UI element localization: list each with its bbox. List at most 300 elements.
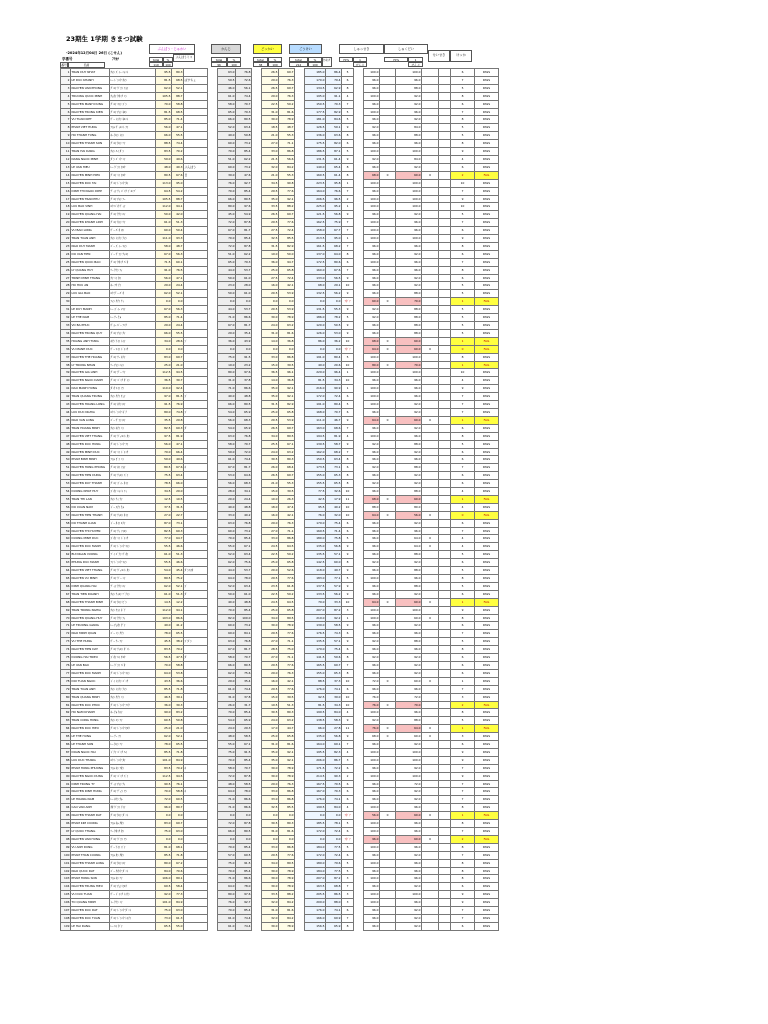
grammar-score: 29.0	[156, 322, 172, 330]
gap	[295, 290, 305, 298]
reading-score: 20.0	[262, 567, 279, 575]
reading-pct: 85.5	[279, 235, 295, 243]
reading-pct: 53.9	[279, 416, 295, 424]
gap	[295, 345, 305, 353]
rank: 7	[342, 100, 354, 108]
grammar-pct: 70.2	[172, 764, 184, 772]
total-pct: 87.1	[326, 148, 342, 156]
student-kana: ﾙｳ ｻﾞｰ ﾊﾞｵ	[110, 290, 156, 298]
kanji-pct: 35.4	[236, 329, 252, 337]
homework-check	[422, 741, 439, 749]
kanji-score: 36.0	[218, 337, 236, 345]
kanji-pct: 58.5	[236, 733, 252, 741]
homework-pct: 96.0	[396, 685, 422, 693]
gap	[354, 92, 364, 100]
rank: 6	[342, 464, 354, 472]
homework-check	[422, 843, 439, 851]
table-row	[61, 701, 499, 709]
total-pct: 81.9	[326, 432, 342, 440]
student-kana: ﾌｧﾑ ﾎﾝ ﾌｵﾝ	[110, 764, 156, 772]
gap	[295, 116, 305, 124]
total-pct: 86.5	[326, 891, 342, 899]
attendance-check: 0	[380, 511, 396, 519]
grade-count: 6	[451, 227, 475, 235]
result: PASS	[475, 235, 499, 243]
grammar-pct: 39.1	[172, 693, 184, 701]
gap	[208, 155, 218, 163]
kanji-score: 61.0	[218, 914, 236, 922]
gap	[354, 258, 364, 266]
kanji-score: 76.0	[218, 179, 236, 187]
student-name: LE THANH SON	[71, 741, 110, 749]
d-pct-header: %	[308, 57, 322, 62]
reading-pct: 59.2	[279, 590, 295, 598]
result: PASS	[475, 369, 499, 377]
gap	[252, 140, 262, 148]
table-row	[61, 756, 499, 764]
reading-pct: 86.8	[279, 796, 295, 804]
rank: 3	[342, 899, 354, 907]
total-pct: 95.2	[326, 203, 342, 211]
total-pct: 34.3	[326, 701, 342, 709]
grammar-pct: 49.6	[172, 155, 184, 163]
gap	[208, 646, 218, 654]
reading-score: 31.0	[262, 108, 279, 116]
homework-check	[422, 867, 439, 875]
d-max: 214	[289, 62, 308, 67]
row-number: 3	[61, 84, 71, 92]
attendance-pct: 96.0	[364, 551, 380, 559]
student-name: TRUONG QUOC MINH	[71, 92, 110, 100]
gap	[354, 519, 364, 527]
attendance-pct: 100.0	[364, 575, 380, 583]
grammar-score: 83.5	[156, 764, 172, 772]
grade-count: 9	[451, 891, 475, 899]
row-number: 20	[61, 219, 71, 227]
student-kana: ﾁｬﾝ ｸｱﾝ ﾁｭﾝ	[110, 393, 156, 401]
attendance-pct: 100.0	[364, 606, 380, 614]
rank: 6	[342, 630, 354, 638]
total-score: 135.0	[305, 733, 326, 741]
homework-check	[422, 503, 439, 511]
gap	[295, 535, 305, 543]
grammar-pct: 69.3	[172, 424, 184, 432]
row-number: 22	[61, 235, 71, 243]
attendance-pct: 96.0	[364, 835, 380, 843]
grammar-note	[184, 622, 208, 630]
result: FAIL	[475, 598, 499, 606]
gap	[208, 551, 218, 559]
kanji-pct: 79.3	[236, 108, 252, 116]
reading-score: 27.5	[262, 227, 279, 235]
total-score: 185.5	[305, 820, 326, 828]
table-row	[61, 155, 499, 163]
attendance-check	[380, 891, 396, 899]
attendance-check	[380, 614, 396, 622]
kanji-pct: 73.2	[236, 527, 252, 535]
kanji-pct: 80.5	[236, 116, 252, 124]
section-total: ごうけい	[289, 44, 322, 54]
c-pct-max: 100	[268, 62, 282, 67]
row-number: 69	[61, 606, 71, 614]
table-row	[61, 456, 499, 464]
student-kana: ﾘｰ ｸｱﾝ ﾌｨ	[110, 266, 156, 274]
kanji-pct: 87.8	[236, 820, 252, 828]
rank: 2	[342, 772, 354, 780]
grade-count: 1	[451, 298, 475, 306]
kanji-pct: 81.7	[236, 646, 252, 654]
table-row	[61, 314, 499, 322]
attendance-pct: 96.0	[364, 907, 380, 915]
gap	[354, 614, 364, 622]
rank: 4	[342, 748, 354, 756]
grammar-pct: 84.9	[172, 899, 184, 907]
kanji-score: 80.0	[218, 369, 236, 377]
table-row	[61, 258, 499, 266]
gap	[208, 472, 218, 480]
kanji-score: 72.0	[218, 772, 236, 780]
gap	[295, 227, 305, 235]
grammar-score: 106.0	[156, 875, 172, 883]
table-row	[61, 511, 499, 519]
homework-pct: 92.0	[396, 519, 422, 527]
table-row	[61, 685, 499, 693]
total-pct: 87.2	[326, 606, 342, 614]
attendance-pct: 100.0	[364, 195, 380, 203]
kanji-pct: 76.8	[236, 638, 252, 646]
kanji-score: 64.0	[218, 575, 236, 583]
grade-count: 9	[451, 195, 475, 203]
total-score: 137.0	[305, 250, 326, 258]
gap	[354, 242, 364, 250]
grammar-score: 110.0	[156, 385, 172, 393]
grade-count: 2	[451, 701, 475, 709]
attendance-check	[380, 480, 396, 488]
grammar-pct: 24.4	[172, 322, 184, 330]
homework-mark	[439, 717, 451, 725]
attendance-check	[380, 235, 396, 243]
reading-score: 32.0	[262, 163, 279, 171]
grammar-score: 64.0	[156, 669, 172, 677]
kanji-score: 48.0	[218, 733, 236, 741]
d-pct-max: 100	[308, 62, 322, 67]
grammar-pct: 51.3	[172, 219, 184, 227]
attendance-pct: 96.0	[364, 242, 380, 250]
attendance-pct: 96.0	[364, 535, 380, 543]
table-row	[61, 804, 499, 812]
grammar-pct: 67.6	[172, 464, 184, 472]
grammar-pct: 0.0	[172, 298, 184, 306]
student-name: NGO DUY MANH	[71, 242, 110, 250]
gap	[208, 480, 218, 488]
student-name: VU TUAN KIET	[71, 116, 110, 124]
table-row	[61, 416, 499, 424]
kanji-score: 50.0	[218, 590, 236, 598]
gap	[208, 606, 218, 614]
result: PASS	[475, 709, 499, 717]
reading-score: 29.5	[262, 575, 279, 583]
result: PASS	[475, 527, 499, 535]
grammar-score: 0.0	[156, 345, 172, 353]
attendance-check	[380, 92, 396, 100]
row-number: 65	[61, 575, 71, 583]
reading-pct: 59.2	[279, 551, 295, 559]
total-score: 186.0	[305, 314, 326, 322]
student-name: PHAM KIM CUONG	[71, 820, 110, 828]
reading-score: 29.0	[262, 519, 279, 527]
gap	[354, 179, 364, 187]
homework-mark	[439, 575, 451, 583]
homework-mark	[439, 598, 451, 606]
grade-count: 6	[451, 456, 475, 464]
attendance-check	[380, 582, 396, 590]
grade-count: 7	[451, 464, 475, 472]
gap	[354, 701, 364, 709]
total-score: 170.0	[305, 76, 326, 84]
grammar-note	[184, 677, 208, 685]
student-kana: ﾌｧﾑ ﾋﾞﾝ ﾐﾝ	[110, 456, 156, 464]
gap	[208, 590, 218, 598]
grade-count: 8	[451, 353, 475, 361]
reading-pct: 92.1	[279, 756, 295, 764]
attendance-pct: 68.0	[364, 495, 380, 503]
grammar-score: 67.0	[156, 306, 172, 314]
kanji-score: 55.0	[218, 543, 236, 551]
homework-check	[422, 298, 439, 306]
table-row	[61, 84, 499, 92]
student-name: PHAM BINH MINH	[71, 456, 110, 464]
rank: 8	[342, 456, 354, 464]
homework-mark	[439, 851, 451, 859]
result: PASS	[475, 456, 499, 464]
total-score: 0.0	[305, 835, 326, 843]
gap	[208, 788, 218, 796]
grammar-note	[184, 179, 208, 187]
homework-pct: 88.0	[396, 322, 422, 330]
kanji-score: 67.0	[218, 646, 236, 654]
gap	[354, 369, 364, 377]
homework-pct: 96.0	[396, 630, 422, 638]
grammar-pct: 56.3	[172, 250, 184, 258]
total-score: 172.0	[305, 851, 326, 859]
reading-score: 25.0	[262, 733, 279, 741]
homework-mark	[439, 859, 451, 867]
attendance-pct: 100.0	[364, 227, 380, 235]
gap	[208, 922, 218, 930]
grammar-note	[184, 661, 208, 669]
row-number: 33	[61, 322, 71, 330]
reading-pct: 89.5	[279, 432, 295, 440]
row-number: 76	[61, 661, 71, 669]
rank: 9	[342, 567, 354, 575]
grammar-note	[184, 361, 208, 369]
total-pct: 70.5	[326, 780, 342, 788]
reading-pct: 65.8	[279, 408, 295, 416]
reading-score: 29.0	[262, 669, 279, 677]
gap	[354, 503, 364, 511]
gap	[208, 867, 218, 875]
rank: ﾌﾀﾞﾌ	[342, 345, 354, 353]
student-name: DINH QUANG HAI	[71, 582, 110, 590]
reading-pct: 55.3	[279, 132, 295, 140]
reading-score: 16.0	[262, 677, 279, 685]
total-pct: 32.6	[326, 488, 342, 496]
grammar-score: 72.0	[156, 796, 172, 804]
grammar-note: ﾎ	[184, 788, 208, 796]
gap	[354, 756, 364, 764]
gap	[252, 163, 262, 171]
student-name: LE HAI DANG	[71, 922, 110, 930]
result: FAIL	[475, 345, 499, 353]
rank: 7	[342, 227, 354, 235]
gap	[252, 820, 262, 828]
attendance-check	[380, 867, 396, 875]
rank: 8	[342, 559, 354, 567]
attendance-check	[380, 179, 396, 187]
reading-score: 27.0	[262, 140, 279, 148]
homework-pct: 92.0	[396, 250, 422, 258]
gap	[252, 448, 262, 456]
kanji-pct: 31.7	[236, 701, 252, 709]
total-pct: 74.1	[326, 907, 342, 915]
grammar-pct: 71.4	[172, 116, 184, 124]
homework-mark	[439, 235, 451, 243]
homework-check: 0	[422, 171, 439, 179]
reading-pct: 85.5	[279, 804, 295, 812]
table-row	[61, 440, 499, 448]
student-name: VU MANH DUC	[71, 345, 110, 353]
table-row	[61, 630, 499, 638]
gap	[252, 187, 262, 195]
reading-pct: 63.2	[279, 717, 295, 725]
rank: 5	[342, 859, 354, 867]
attendance-check	[380, 685, 396, 693]
attendance-check	[380, 266, 396, 274]
student-kana: ﾙｳ ﾄﾞｩｯｸ ｷﾞｱ	[110, 408, 156, 416]
gap	[208, 116, 218, 124]
kanji-score: 44.0	[218, 567, 236, 575]
homework-mark	[439, 669, 451, 677]
attendance-pct: 96.0	[364, 527, 380, 535]
grammar-score: 25.0	[156, 361, 172, 369]
kanji-pct: 72.6	[236, 76, 252, 84]
gap	[208, 503, 218, 511]
kanji-pct: 63.4	[236, 124, 252, 132]
homework-check	[422, 907, 439, 915]
homework-check	[422, 203, 439, 211]
homework-mark	[439, 227, 451, 235]
student-name: VU ANH DUNG	[71, 843, 110, 851]
attendance-check	[380, 828, 396, 836]
grade-count: 8	[451, 575, 475, 583]
table-row	[61, 148, 499, 156]
gap	[295, 211, 305, 219]
homework-check	[422, 69, 439, 77]
grade-count: 6	[451, 661, 475, 669]
grammar-pct: 70.2	[172, 148, 184, 156]
homework-mark	[439, 527, 451, 535]
row-number: 64	[61, 567, 71, 575]
grammar-pct: 76.1	[172, 780, 184, 788]
gap	[208, 812, 218, 820]
table-row	[61, 464, 499, 472]
grade-count: 6	[451, 590, 475, 598]
grammar-score: 85.0	[156, 314, 172, 322]
row-number: 25	[61, 258, 71, 266]
grammar-note	[184, 527, 208, 535]
total-pct: 70.3	[326, 100, 342, 108]
gap	[208, 693, 218, 701]
total-score: 180.0	[305, 535, 326, 543]
row-number: 45	[61, 416, 71, 424]
attendance-pct: 96.0	[364, 290, 380, 298]
grammar-score: 83.5	[156, 148, 172, 156]
gap	[295, 780, 305, 788]
kanji-pct: 86.6	[236, 804, 252, 812]
grammar-score: 67.0	[156, 250, 172, 258]
attendance-check	[380, 764, 396, 772]
reading-score: 25.0	[262, 559, 279, 567]
grammar-note	[184, 488, 208, 496]
attendance-pct: 68.0	[364, 171, 380, 179]
grammar-note	[184, 266, 208, 274]
student-kana: ｳﾞｰ ﾃｰ ﾌﾝ	[110, 638, 156, 646]
student-name: NGUYEN HONG PHONG	[71, 464, 110, 472]
student-name: NGUYEN TRUNG HIEU	[71, 883, 110, 891]
attendance-pct: 72.0	[364, 677, 380, 685]
row-number: 7	[61, 116, 71, 124]
kanji-score: 40.0	[218, 393, 236, 401]
grammar-score: 78.0	[156, 630, 172, 638]
attendance-check	[380, 124, 396, 132]
gap	[252, 495, 262, 503]
row-number: 94	[61, 804, 71, 812]
total-pct: 73.1	[326, 464, 342, 472]
total-pct: 69.9	[326, 914, 342, 922]
total-score: 137.5	[305, 582, 326, 590]
total-score: 155.0	[305, 669, 326, 677]
attendance-pct: 100.0	[364, 891, 380, 899]
student-name: NGUYEN TIEN DAT	[71, 646, 110, 654]
grade-count: 4	[451, 535, 475, 543]
gap	[208, 187, 218, 195]
student-name: TRAN CONG HUNG	[71, 717, 110, 725]
table-row	[61, 741, 499, 749]
gap	[295, 511, 305, 519]
homework-check	[422, 590, 439, 598]
homework-check	[422, 124, 439, 132]
attendance-check	[380, 559, 396, 567]
homework-pct: 92.0	[396, 401, 422, 409]
result: PASS	[475, 227, 499, 235]
result: PASS	[475, 385, 499, 393]
kanji-score: 66.0	[218, 828, 236, 836]
homework-check	[422, 575, 439, 583]
grammar-note	[184, 891, 208, 899]
homework-mark	[439, 495, 451, 503]
reading-score: 32.5	[262, 235, 279, 243]
grammar-score: 62.0	[156, 290, 172, 298]
row-number: 66	[61, 582, 71, 590]
gap	[208, 741, 218, 749]
kanji-pct: 73.2	[236, 140, 252, 148]
rank: 6	[342, 685, 354, 693]
student-kana: ｽﾞｵﾝ ﾆｬｯﾄ ﾌｨ	[110, 488, 156, 496]
kanji-score: 72.0	[218, 820, 236, 828]
grade-count: 5	[451, 717, 475, 725]
result: PASS	[475, 899, 499, 907]
gap	[354, 582, 364, 590]
